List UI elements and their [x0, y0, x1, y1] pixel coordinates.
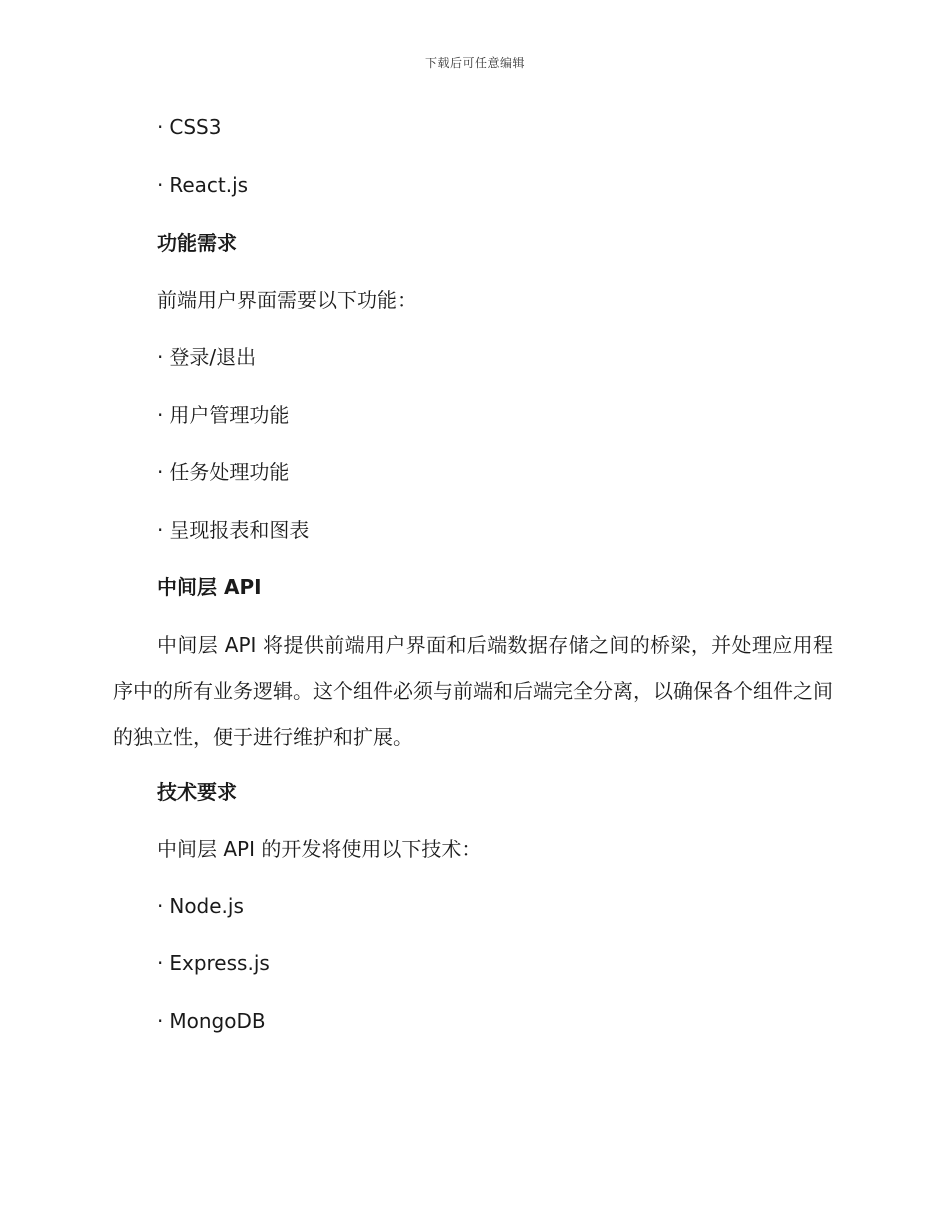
- list-item-text: Express.js: [169, 951, 270, 975]
- bullet-icon: ·: [157, 345, 164, 369]
- bullet-icon: ·: [157, 115, 164, 139]
- list-item: [157, 1002, 266, 1040]
- list-item: [157, 108, 221, 146]
- list-item: [157, 511, 309, 549]
- list-item-text: 任务处理功能: [169, 460, 290, 484]
- list-item-text: 用户管理功能: [169, 403, 290, 427]
- technical-intro-text: 中间层 API 的开发将使用以下技术：: [157, 837, 482, 861]
- list-item: [157, 166, 248, 204]
- list-item-text: Node.js: [169, 894, 244, 918]
- list-item: [157, 453, 289, 491]
- list-item: [157, 944, 270, 982]
- list-item-text: CSS3: [169, 115, 222, 139]
- bullet-icon: ·: [157, 173, 164, 197]
- bullet-icon: ·: [157, 951, 164, 975]
- list-item: [157, 396, 289, 434]
- list-item-text: 登录/退出: [169, 345, 257, 369]
- list-item: [157, 887, 244, 925]
- list-item-text: MongoDB: [169, 1009, 266, 1033]
- bullet-icon: ·: [157, 403, 164, 427]
- bullet-icon: ·: [157, 1009, 164, 1033]
- api-description-paragraph: 中间层 API 将提供前端用户界面和后端数据存储之间的桥梁，并处理应用程序中的所有业务逻辑。这个组件必须与前端和后端完全分离，以确保各个组件之间的独立性，便于进行维护和扩展。: [113, 633, 833, 749]
- section-heading-functional-requirements: 功能需求: [157, 231, 237, 255]
- list-item: [157, 338, 256, 376]
- section-heading-technical-requirements: 技术要求: [157, 780, 237, 804]
- list-item-text: React.js: [169, 173, 249, 197]
- bullet-icon: ·: [157, 894, 164, 918]
- section-heading-middle-api: 中间层 API: [157, 575, 262, 599]
- page-header: 下载后可任意编辑: [424, 56, 525, 70]
- list-item-text: 呈现报表和图表: [169, 518, 310, 542]
- functional-intro-text: 前端用户界面需要以下功能：: [157, 288, 417, 312]
- bullet-icon: ·: [157, 460, 164, 484]
- bullet-icon: ·: [157, 518, 164, 542]
